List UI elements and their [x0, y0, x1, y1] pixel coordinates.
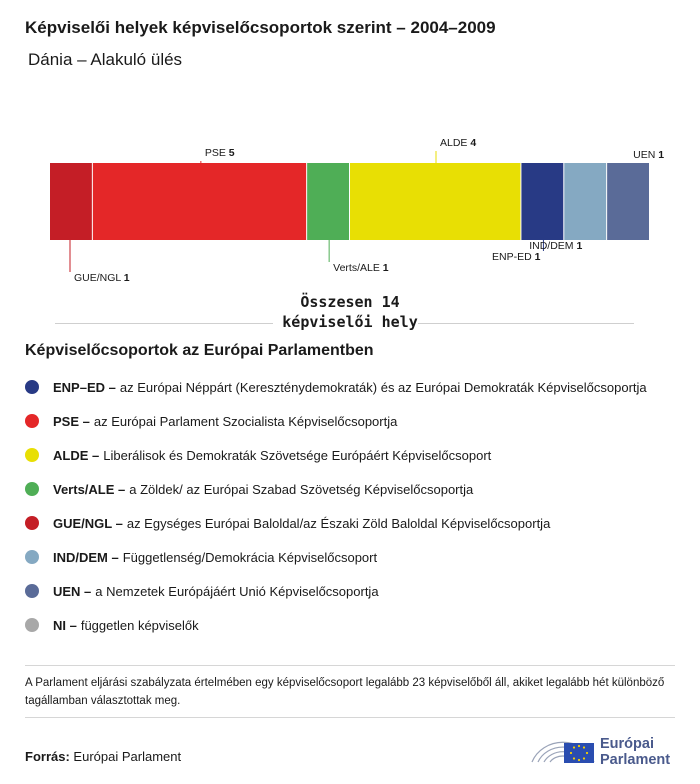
- legend-list: [25, 370, 647, 642]
- logo-line-2: Parlament: [600, 752, 671, 768]
- legend-code: ALDE –: [53, 447, 100, 463]
- bar-segment-uen: [607, 163, 649, 240]
- legend-text: az Egységes Európai Baloldal/az Északi Zöld Baloldal Képviselőcsoportja: [126, 515, 551, 531]
- legend-code: UEN –: [53, 583, 92, 599]
- legend-dot: [25, 516, 39, 530]
- legend-code: NI –: [53, 617, 77, 633]
- source-label: Forrás:: [25, 749, 70, 764]
- bar-segment-gue-ngl: [50, 163, 92, 240]
- legend-text: Függetlenség/Demokrácia Képviselőcsoport: [122, 549, 378, 565]
- source-line: [25, 749, 181, 764]
- note-top-divider: [25, 665, 675, 666]
- legend-dot: [25, 618, 39, 632]
- legend-item-alde: [25, 438, 647, 472]
- legend-item-gue-ngl: [25, 506, 647, 540]
- legend-item-pse: [25, 404, 647, 438]
- legend-title: Képviselőcsoportok az Európai Parlamentben: [25, 342, 374, 359]
- footnote: A Parlament eljárási szabályzata értelmében egy képviselőcsoport legalább 23 képviselőből áll, akiket legalább hét különböző tagállamban választottak meg.: [25, 677, 665, 707]
- legend-text: független képviselők: [80, 617, 199, 633]
- bar-label-ind-dem: IND/DEM 1: [529, 240, 583, 252]
- bar-label-gue-ngl: GUE/NGL 1: [74, 272, 130, 284]
- note-bottom-divider: [25, 717, 675, 718]
- legend-dot: [25, 380, 39, 394]
- bar-label-pse: PSE 5: [204, 147, 235, 159]
- legend-dot: [25, 414, 39, 428]
- legend-code: ENP–ED –: [53, 379, 116, 395]
- total-seats-label: Összesen 14 képviselői hely: [282, 293, 418, 331]
- legend-code: PSE –: [53, 413, 90, 429]
- bar-label-enp-ed: ENP-ED 1: [491, 251, 541, 263]
- total-right-line: [418, 323, 634, 324]
- legend-text: a Nemzetek Európájáért Unió Képviselőcsoportja: [95, 583, 379, 599]
- seat-bar-chart: [0, 120, 700, 290]
- legend-text: a Zöldek/ az Európai Szabad Szövetség Képviselőcsoportja: [129, 481, 474, 497]
- legend-dot: [25, 482, 39, 496]
- legend-dot: [25, 584, 39, 598]
- legend-item-uen: [25, 574, 647, 608]
- legend-text: az Európai Parlament Szocialista Képviselőcsoportja: [93, 413, 398, 429]
- chart-subtitle: Dánia – Alakuló ülés: [28, 50, 183, 69]
- legend-item-ind-dem: [25, 540, 647, 574]
- source-value: Európai Parlament: [73, 749, 182, 764]
- bar-segment-ind-dem: [564, 163, 606, 240]
- legend-code: IND/DEM –: [53, 549, 119, 565]
- legend-item-ni: [25, 608, 647, 642]
- bar-label-verts-ale: Verts/ALE 1: [333, 262, 389, 274]
- bar-segment-verts-ale: [307, 163, 349, 240]
- bar-segment-enp-ed: [521, 163, 563, 240]
- legend-item-enp-ed: [25, 370, 647, 404]
- legend-text: az Európai Néppárt (Kereszténydemokraták) és az Európai Demokraták Képviselőcsoportja: [119, 379, 647, 395]
- legend-item-verts-ale: [25, 472, 647, 506]
- bar-segment-pse: [93, 163, 306, 240]
- legend-code: Verts/ALE –: [53, 481, 126, 497]
- legend-text: Liberálisok és Demokraták Szövetsége Európáért Képviselőcsoport: [103, 447, 492, 463]
- bar-label-alde: ALDE 4: [440, 137, 477, 149]
- logo-wordmark: [600, 736, 670, 768]
- total-left-line: [55, 323, 273, 324]
- bar-label-uen: UEN 1: [633, 149, 665, 161]
- bar-segment-alde: [350, 163, 520, 240]
- chart-title: Képviselői helyek képviselőcsoportok szerint – 2004–2009: [25, 18, 496, 37]
- logo-line-1: Európai: [600, 736, 654, 752]
- legend-dot: [25, 448, 39, 462]
- legend-dot: [25, 550, 39, 564]
- legend-code: GUE/NGL –: [53, 515, 123, 531]
